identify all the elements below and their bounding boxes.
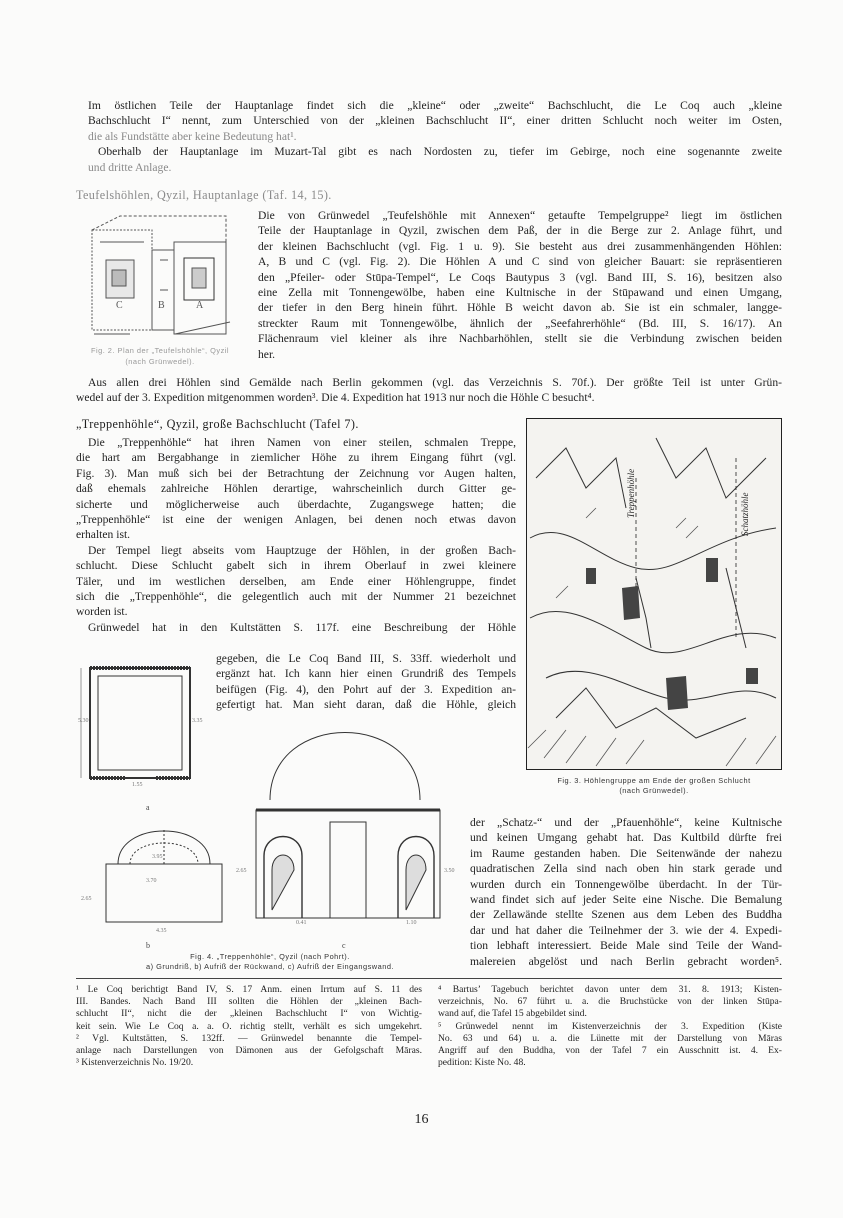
s2-line-8: schlucht. Diese Schlucht gabelt sich in ihrem Oberlauf in zwei kleinere bbox=[76, 559, 516, 573]
footnote-right-line-5: Angriff auf den Buddha, von der Tafel 7 ein Ausschnitt ist. 4. Ex- bbox=[438, 1045, 782, 1057]
intro-line-2: Bachschlucht I“ nennt, zum Unterschied von der „kleinen Bachschlucht II“, einer dritten Schlucht noch weiter im Osten, bbox=[88, 114, 782, 128]
footnote-left-line-1: III. Bandes. Nach Band III sollten die Höhlen der „kleinen Bach- bbox=[76, 996, 422, 1008]
s1-line-4: den „Pfeiler- oder Stūpa-Tempel“, Le Coqs Bautypus 3 (vgl. Band III, S. 16), besitzen also bbox=[258, 270, 782, 284]
s1-line-2: der kleinen Bachschlucht (vgl. Fig. 1 u. 9). Sie besteht aus drei zusammenhängenden Höhlen: bbox=[258, 239, 782, 253]
footnote-right-line-1: verzeichnis, No. 67 führt u. a. die Bruchstücke von der linken Stūpa- bbox=[438, 996, 782, 1008]
s1-line-3: A, B und C (vgl. Fig. 2). Die Höhlen A und C sind von gleicher Bauart: sie repräsentieren bbox=[258, 255, 782, 269]
s1-line-6: der tiefer in den Berg hinein führt. Höhle B weicht davon ab. Sie ist ein schmaler, langge- bbox=[258, 301, 782, 315]
fig3-label-treppenhoehle: Treppenhöhle bbox=[626, 468, 636, 518]
page-number: 16 bbox=[414, 1112, 429, 1127]
s2-right-line-8: tion lebhaft interessiert. Beide Male sind Teile der Wand- bbox=[470, 939, 782, 953]
fig4-letter-c: c bbox=[342, 941, 346, 950]
footnote-left-line-2: schlucht II“, nicht die der „kleinen Bachschlucht I“ von Wichtig- bbox=[76, 1008, 422, 1020]
section1-text bbox=[258, 208, 782, 362]
fig4-dim-6: 2.65 bbox=[236, 868, 247, 874]
s1-line-8: Flächenraum viel kleiner als ihre Nachbarhöhlen, stellt sie die Verbindung zwischen beiden bbox=[258, 332, 782, 346]
s2-right-line-5: wand findet sich auf jeder Seite eine Nische. Die Bemalung bbox=[470, 893, 782, 907]
s2-line-2: Fig. 3). Man muß sich bei der Betrachtung der Zeichnung vor Augen halten, bbox=[76, 466, 516, 480]
footnotes-right bbox=[438, 984, 782, 1069]
fig4-dim-4: 4.35 bbox=[156, 928, 167, 934]
fig3-caption-line-2: (nach Grünwedel). bbox=[619, 786, 689, 795]
s2-right-line-7: dar und hat daher die Teilnehmer der 3. wie der 4. Expedi- bbox=[470, 923, 782, 937]
figure-2-plan bbox=[80, 212, 240, 355]
s1-full-line-2: wedel auf der 3. Expedition mitgenommen worden³. Die 4. Expedition hat 1913 nur noch die Höhle C besucht⁴. bbox=[76, 391, 595, 405]
section-heading-teufelshoehlen: Teufelshöhlen, Qyzil, Hauptanlage (Taf. 14, 15). bbox=[76, 188, 332, 202]
s1-line-0: Die von Grünwedel „Teufelshöhle mit Annexen“ getaufte Tempelgruppe² liegt im östlichen bbox=[258, 209, 782, 222]
fig4-dim-7: 3.50 bbox=[444, 868, 455, 874]
fig4-dim-5: 3.70 bbox=[146, 878, 157, 884]
figure-4-treppenhoehle bbox=[76, 660, 466, 970]
fig4a-ground-plan bbox=[81, 668, 190, 778]
intro-line-5: und dritte Anlage. bbox=[88, 160, 172, 174]
fig4-letter-a: a bbox=[146, 803, 150, 812]
fig4-dim-2: 3.35 bbox=[192, 718, 203, 724]
fig4b-back-wall bbox=[106, 830, 222, 922]
footnote-left-line-6: ³ Kistenverzeichnis No. 19/20. bbox=[76, 1057, 194, 1069]
footnote-left-line-5: anlage nach Darstellungen von Dämonen aus der Gefolgschaft Māras. bbox=[76, 1045, 422, 1057]
s1-line-7: streckter Raum mit Tonnengewölbe, ähnlich der „Seefahrerhöhle“ (Bd. III, S. 16/17). An bbox=[258, 316, 782, 330]
s2-right-line-9: malereien abgelöst und nach Berlin gebracht worden⁵. bbox=[470, 954, 782, 968]
s2-narrow-line-1: ergänzt hat. Ich kann hier einen Grundriß des Tempels bbox=[216, 667, 516, 681]
s2-right-line-2: im Raume gestanden haben. Die Seitenwände der nahezu bbox=[470, 846, 782, 860]
fig4c-entrance-wall bbox=[256, 733, 440, 919]
section2-right-text bbox=[470, 815, 782, 969]
s1-line-9: her. bbox=[258, 347, 276, 361]
footnote-divider bbox=[76, 978, 782, 979]
plan-label-c: C bbox=[116, 300, 123, 311]
fig4-dim-9: 0.41 bbox=[296, 920, 307, 926]
fig4-dim-a-bottom: 1.55 bbox=[132, 782, 143, 788]
fig4-dim-10: 3.95 bbox=[152, 854, 163, 860]
plan-label-a: A bbox=[196, 300, 204, 311]
s2-narrow-line-2: beifügen (Fig. 4), den Pohrt auf der 3. Expedition an- bbox=[216, 682, 516, 696]
s2-right-line-1: und keinen Umgang gehabt hat. Das Kultbild dürfte frei bbox=[470, 831, 782, 845]
s2-line-9: Täler, und im westlichen derselben, am Ende einer Höhlengruppe, findet bbox=[76, 574, 516, 588]
fig2-caption-line-2: (nach Grünwedel). bbox=[125, 357, 195, 366]
section-heading-treppenhoehle: „Treppenhöhle“, Qyzil, große Bachschlucht (Tafel 7). bbox=[76, 417, 359, 431]
s2-line-11: worden ist. bbox=[76, 605, 128, 619]
s1-line-5: eine Zella mit Tonnengewölbe, haben eine Kultnische in der Stūpawand und einen Umgang, bbox=[258, 286, 782, 300]
s2-right-line-4: wurden durch ein Tonnengewölbe überdacht. In der Tür- bbox=[470, 877, 782, 891]
plan-label-b: B bbox=[158, 300, 165, 311]
footnote-left-line-0: ¹ Le Coq berichtigt Band IV, S. 17 Anm. einen Irrtum auf S. 11 des bbox=[76, 984, 422, 995]
fig4-dim-1: 5.30 bbox=[78, 718, 89, 724]
s2-line-4: sicherte und möglicherweise auch überdachte, Zugangswege hatten; die bbox=[76, 497, 516, 511]
footnote-right-line-0: ⁴ Bartus’ Tagebuch berichtet davon unter dem 31. 8. 1913; Kisten- bbox=[438, 984, 782, 995]
footnote-right-line-3: ⁵ Grünwedel nennt im Kistenverzeichnis der 3. Expedition (Kiste bbox=[438, 1020, 782, 1032]
teufelshoehle-plan-drawing bbox=[80, 212, 240, 346]
footnote-left-line-4: ² Vgl. Kultstätten, S. 132ff. — Grünwedel benannte die Tempel- bbox=[76, 1032, 422, 1044]
footnote-right-line-2: wand auf, die Tafel 15 abgebildet sind. bbox=[438, 1008, 587, 1020]
section2-text bbox=[76, 435, 516, 635]
s2-line-7: Der Tempel liegt abseits vom Hauptzuge der Höhlen, in der großen Bach- bbox=[88, 543, 516, 557]
section1-full-lines bbox=[76, 375, 782, 406]
footnote-right-line-6: pedition: Kiste No. 48. bbox=[438, 1057, 526, 1069]
fig4-caption-line-1: Fig. 4. „Treppenhöhle“, Qyzil (nach Pohrt). bbox=[190, 952, 350, 961]
s2-line-0: Die „Treppenhöhle“ hat ihren Namen von einer steilen, schmalen Treppe, bbox=[88, 436, 516, 449]
s1-line-1: Teile der Hauptanlage in Qyzil, zwischen dem Paß, der in die Berge zur 2. Anlage führt, und bbox=[258, 224, 782, 238]
intro-line-1: Im östlichen Teile der Hauptanlage findet sich die „kleine“ oder „zweite“ Bachschlucht, die Le Coq auch „kleine bbox=[88, 99, 782, 112]
s2-right-line-0: der „Schatz-“ und der „Pfauenhöhle“, keine Kultnische bbox=[470, 816, 782, 829]
fig4-drawings bbox=[76, 660, 466, 960]
footnote-left-line-3: keit sein. Wie Le Coq a. a. O. richtig stellt, verhält es sich umgekehrt. bbox=[76, 1020, 422, 1032]
fig3-label-schatzhoehle: Schatzhöhle bbox=[740, 492, 750, 536]
s2-line-6: erhalten ist. bbox=[76, 528, 131, 542]
s1-full-line-1: Aus allen drei Höhlen sind Gemälde nach Berlin gekommen (vgl. das Verzeichnis S. 70f.). Der größte Teil ist unter Grün- bbox=[88, 376, 782, 389]
fig4-caption-line-2: a) Grundriß, b) Aufriß der Rückwand, c) Aufriß der Eingangswand. bbox=[145, 962, 395, 971]
figure-3-landscape bbox=[526, 418, 782, 795]
s2-narrow-line-3: gefertigt hat. Man sieht daran, daß die Höhle, gleich bbox=[216, 698, 516, 712]
landscape-drawing bbox=[526, 418, 782, 770]
s2-line-10: sich die „Treppenhöhle“, die gelegentlich auch mit der Nummer 21 bezeichnet bbox=[76, 590, 516, 604]
s2-line-1: die hart am Bergabhange in ziemlicher Höhe zu ihrem Eingang führt (vgl. bbox=[76, 451, 516, 465]
intro-line-3: die als Fundstätte aber keine Bedeutung hat¹. bbox=[88, 129, 297, 143]
footnote-right-line-4: No. 63 und 64) u. a. die Lünette mit der Darstellung von Māras bbox=[438, 1032, 782, 1044]
fig4-dim-8: 1.10 bbox=[406, 920, 417, 926]
footnotes-left bbox=[76, 984, 422, 1069]
fig4-dim-3: 2.65 bbox=[81, 896, 92, 902]
s2-line-5: „Treppenhöhle“ ist eine der wenigen Anlagen, bei denen noch etwas davon bbox=[76, 513, 516, 527]
s2-right-line-6: der Zellawände stellte Szenen aus dem Leben des Buddha bbox=[470, 908, 782, 922]
fig2-caption-line-1: Fig. 2. Plan der „Teufelshöhle“, Qyzil bbox=[90, 346, 230, 355]
intro-line-4: Oberhalb der Hauptanlage im Muzart-Tal gibt es nach Nordosten zu, tiefer im Gebirge, noch eine sogenannte zweite bbox=[98, 145, 782, 159]
s2-line-3: daß ehemals zahlreiche Höhlen derartige, wahrscheinlich durch Gitter ge- bbox=[76, 482, 516, 496]
fig3-caption-line-1: Fig. 3. Höhlengruppe am Ende der großen Schlucht bbox=[557, 776, 751, 785]
fig4-letter-b: b bbox=[146, 941, 150, 950]
s2-narrow-line-0: gegeben, die Le Coq Band III, S. 33ff. wiederholt und bbox=[216, 652, 516, 665]
intro-paragraph bbox=[88, 98, 782, 175]
s2-right-line-3: quadratischen Zella sind nach oben hin stark gerade und bbox=[470, 862, 782, 876]
s2-line-12: Grünwedel hat in den Kultstätten S. 117f. eine Beschreibung der Höhle bbox=[88, 620, 516, 634]
